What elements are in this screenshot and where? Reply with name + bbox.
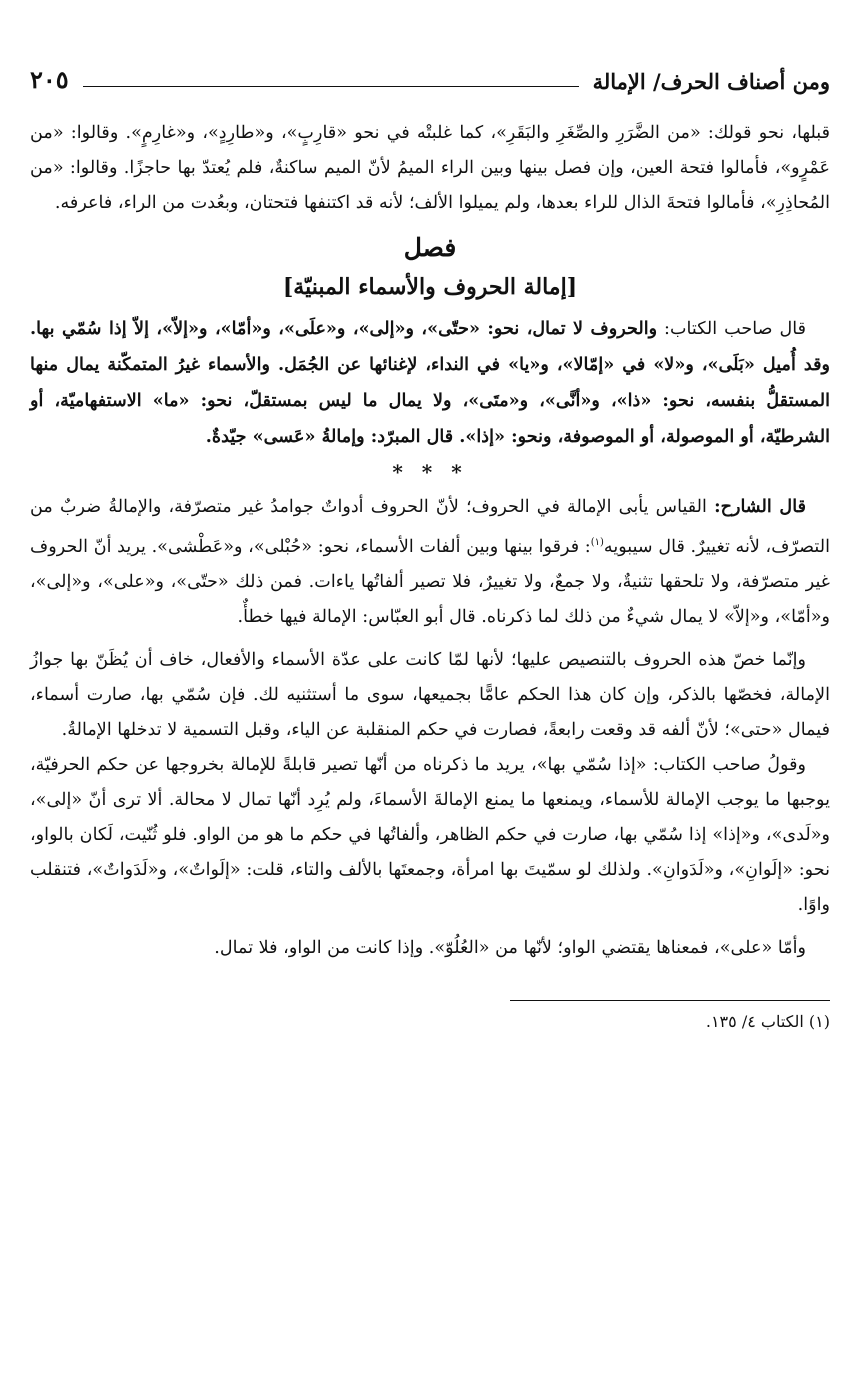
sharh-paragraph-1	[30, 489, 830, 635]
page	[30, 50, 830, 1037]
footnote-marker: (١)	[590, 537, 604, 548]
header-rule	[83, 86, 579, 87]
footnote-rule	[510, 1000, 830, 1001]
running-title: ومن أصناف الحرف/ الإمالة	[592, 69, 830, 94]
intro-line-2: و«غارِمٍ». وقالوا: «من عَمْرٍو»، فأمالوا فتحة العين، وإن فصل بينها وبين الراء الميمُ لأنّ	[30, 123, 831, 178]
page-number: ٢٠٥	[30, 65, 69, 94]
intro-line	[30, 116, 830, 221]
sharh-paragraph-4: وأمّا «على»، فمعناها يقتضي الواو؛ لأنّها من «العُلُوّ». وإذا كانت من الواو، فلا تمال.	[214, 937, 806, 958]
sharh-p1-before-note: القياس يأبى الإمالة في الحروف؛ لأنّ الحروف أدواتٌ جوامدُ غير متصرّفة، والإمالةُ ضربٌ من التصرّف، لأنه تغييرٌ. قال سيبويه	[30, 497, 830, 557]
intro-line-1: قبلها، نحو قولك: «من الضَّرَرِ والصِّغَرِ والبَقَرِ»، كما غلبتْه في نحو «قارِبٍ»، و«طارِدٍ»،	[202, 123, 831, 143]
footnote: (١) الكتاب ٤/ ١٣٥.	[705, 1011, 830, 1031]
sharh-p1-after-note: : فرقوا بينها وبين ألفات الأسماء، نحو: «حُبْلى»، و«عَطْشى». يريد أنّ الحروف غير متصرّفة، ولا تلحقها تثنيةٌ، ولا جمعٌ، ولا تغييرٌ، فلا تصير ألفاتُها ياءات. فمن ذلك «حتّى»، و«على»، و«إلى»، و«أمّا»، و«إلاّ» لا يمال شيءٌ من ذلك لما ذكرناه. قال أبو العبّاس: الإمالة فيها خطأٌ.	[30, 536, 830, 627]
body-text	[30, 116, 830, 1037]
matn-paragraph	[30, 311, 830, 455]
intro-line-3: الميم ساكنةٌ، فلم يُعتدّ بها حاجزًا. وقالوا: «من المُحاذِرِ»، فأمالوا فتحةَ الذال للراء	[30, 158, 830, 213]
matn-text: والحروف لا تمال، نحو: «حتّى»، و«إلى»، و«علَى»، و«أمّا»، و«إلاّ»، إلاّ إذا سُمّي بها. وقد أُميل «بَلَى»، و«لا» في «إمّالا»، و«يا» في النداء، لإغنائها عن الجُمَل. والأسماء غيرُ المتمكّنة يمال منها المستقلُّ بنفسه، نحو: «ذا»، و«أنَّى»، و«متَى»، ولا يمال ما ليس بمستقلّ، نحو: «ما» الاستفهاميّة، أو الشرطيّة، أو الموصولة، أو الموصوفة، ونحو: «إذا». قال المبرّد: وإمالةُ «عَسى» جيّدةٌ.	[30, 318, 830, 447]
sharh-lead: قال الشارح:	[714, 496, 806, 517]
intro-line-4: بعدها، ولم يميلوا الألف؛ لأنه قد اكتنفها فتحتان، وبعُدت من الراء، فاعرفه.	[54, 193, 579, 213]
sharh-paragraph-3: وقولُ صاحب الكتاب: «إذا سُمّي بها»، يريد ما ذكرناه من أنّها تصير قابلةً للإمالة بخروجها عن حكم الحرفيّة، يوجبها ما يوجب الإمالة للأسماء، ويمنعها ما يمنع الإمالةَ الأسماءَ، ولم يُرِد أنّها تمال لا محالة. ألا ترى أنّ «إلى»، و«لَدى»، و«إذا» إذا سُمّي بها، صارت في حكم الظاهر، وألفاتُها في حكم ما هو من الواو. فلو ثُنّيت، لَكان بالواو، نحو: «إلَوانِ»، و«لَدَوانِ». ولذلك لو سمّيتَ بها امرأة، وجمعتَها بالألف والتاء، قلت: «إلَواتٌ»، و«لَدَواتٌ»، فتنقلب واوًا.	[30, 754, 830, 915]
section-title: فصل	[403, 233, 457, 262]
page-header	[30, 50, 830, 94]
sharh-paragraph-2: وإنّما خصّ هذه الحروف بالتنصيص عليها؛ لأنها لمّا كانت على عدّة الأسماء والأفعال، خاف أن يُظَنّ بها جوازُ الإمالة، فخصّها بالذكر، وإن كان هذا الحكم عامًّا بجميعها، سوى ما أستثنيه لك. فإن سُمّي بها، صارت أسماء، فيمال «حتى»؛ لأنّ ألفه قد وقعت رابعةً، فصارت في حكم المنقلبة عن الياء، وقبل التسمية لا تدخلها الإمالةُ.	[30, 649, 830, 740]
section-separator: * * *	[392, 460, 468, 484]
section-subtitle: [إمالة الحروف والأسماء المبنيّة]	[282, 274, 578, 300]
matn-lead: قال صاحب الكتاب:	[664, 319, 807, 339]
